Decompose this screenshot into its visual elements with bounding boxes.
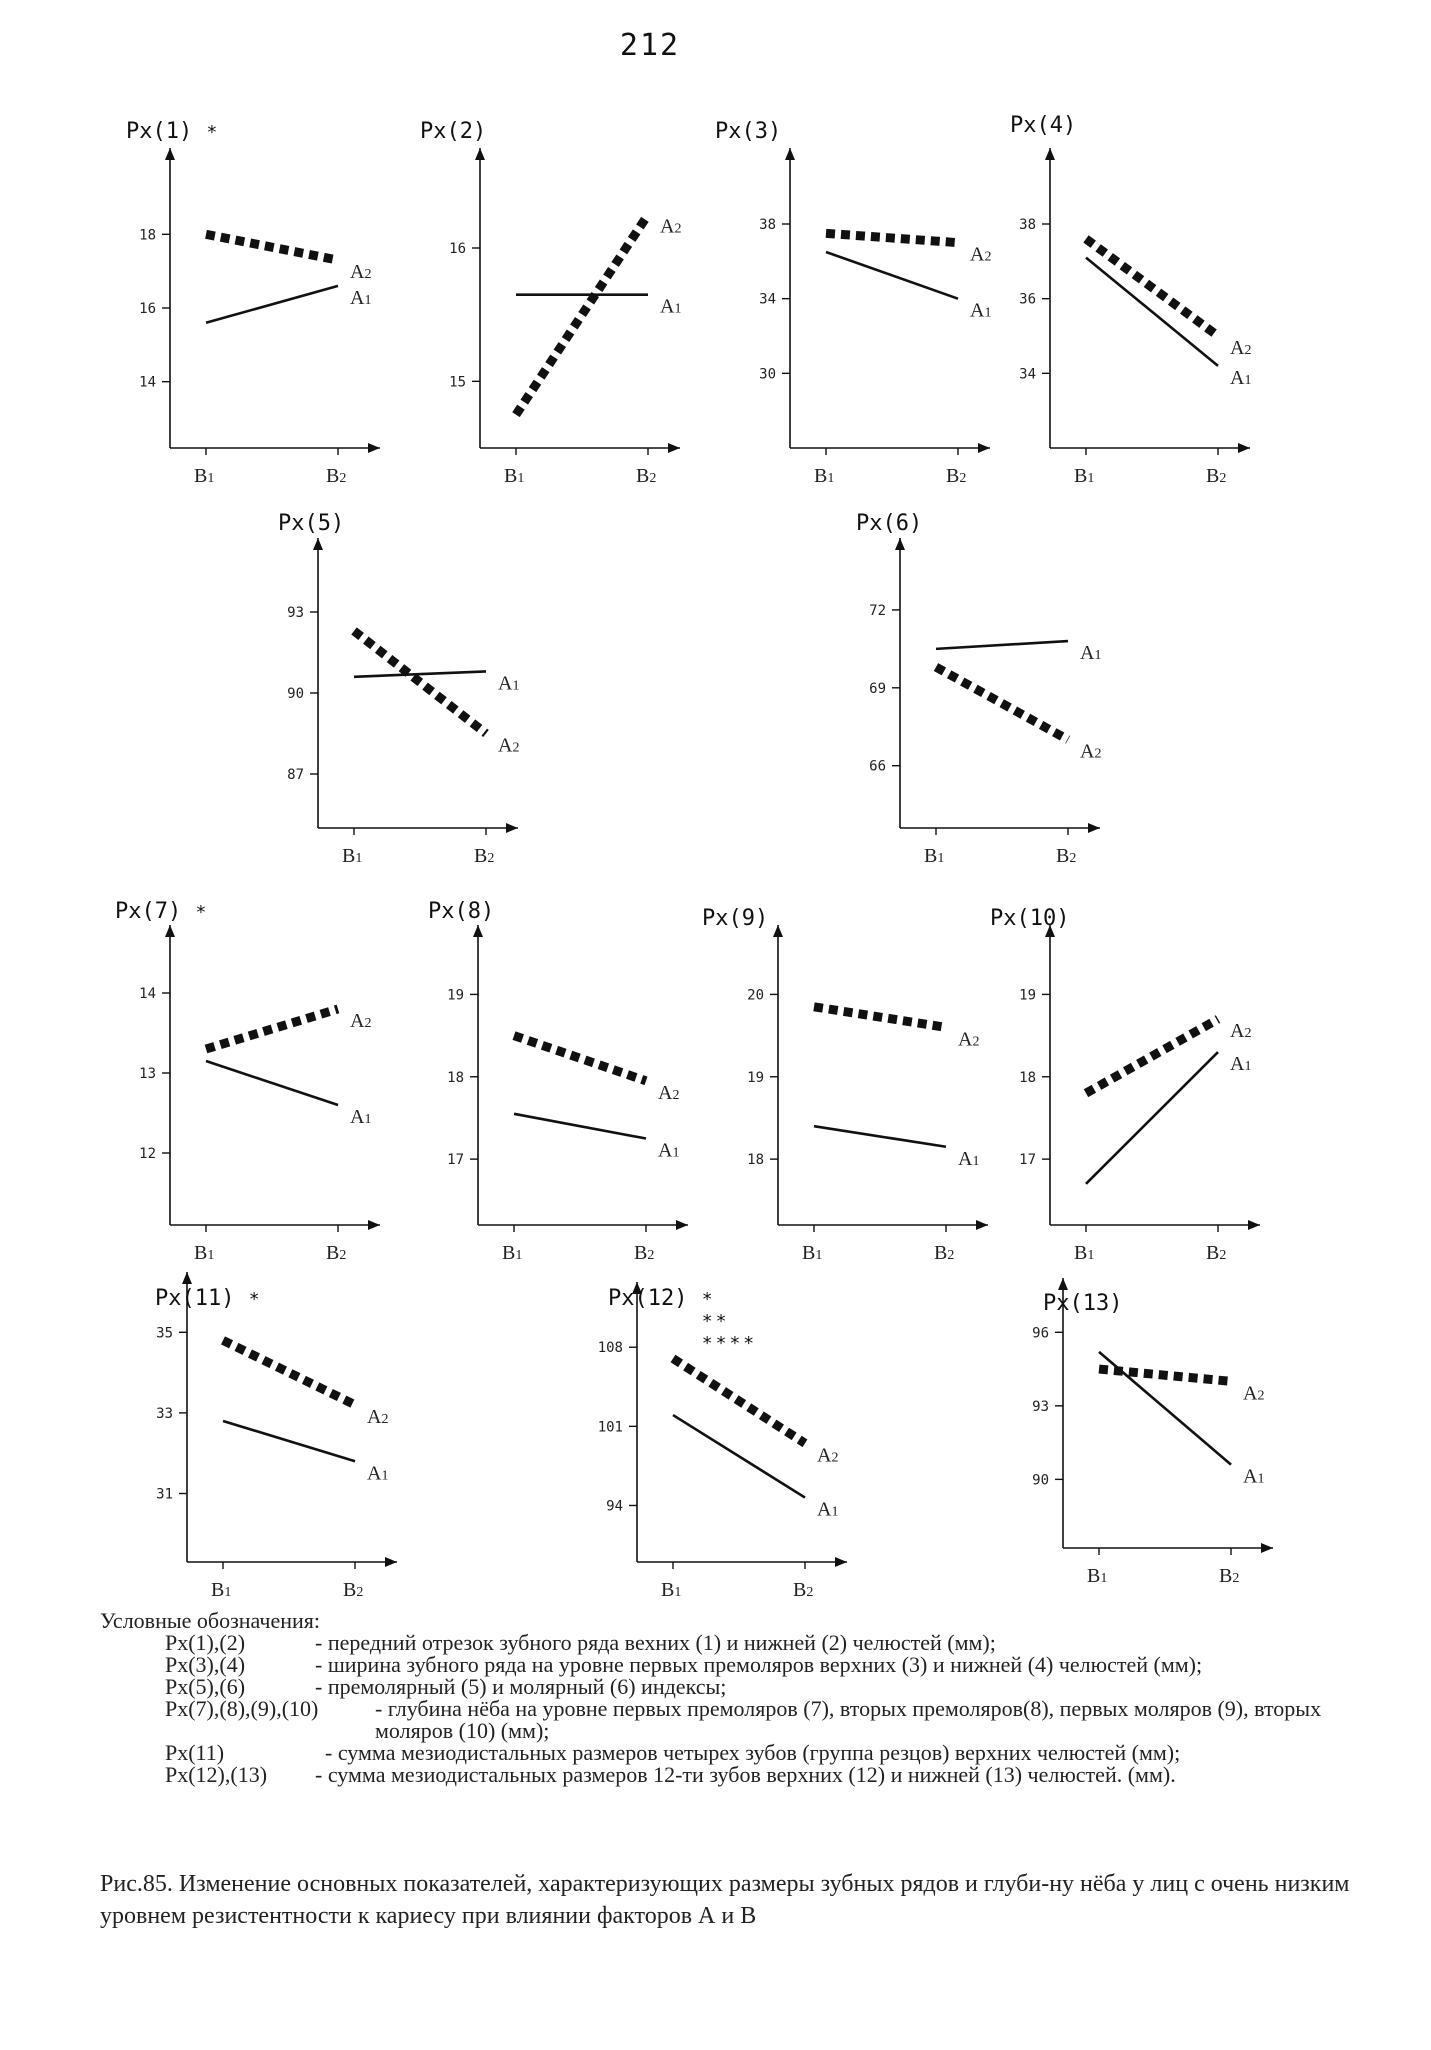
significance-mark: * xyxy=(248,1289,263,1310)
chart-panel xyxy=(115,899,380,1264)
page-number: 212 xyxy=(619,28,681,63)
series-label: A1 xyxy=(970,299,992,322)
significance-mark: **** xyxy=(701,1333,758,1354)
y-axis-arrow xyxy=(773,925,783,937)
y-tick-label: 18 xyxy=(1019,1069,1036,1086)
chart-panel xyxy=(856,511,1101,867)
x-axis-arrow xyxy=(368,1220,380,1230)
y-tick-label: 14 xyxy=(139,986,156,1002)
y-tick-label: 17 xyxy=(1019,1152,1036,1169)
x-tick-label: B1 xyxy=(342,845,363,867)
y-tick-label: 34 xyxy=(759,291,776,308)
x-tick-label: B1 xyxy=(504,465,525,487)
chart-title: Px(11) xyxy=(155,1286,235,1311)
series-label: A2 xyxy=(350,261,372,284)
y-tick-label: 18 xyxy=(139,227,156,244)
y-tick-label: 19 xyxy=(747,1069,764,1086)
chart-title: Px(8) xyxy=(428,899,495,924)
y-tick-label: 19 xyxy=(1019,987,1036,1004)
x-axis-arrow xyxy=(835,1557,847,1567)
y-axis-arrow xyxy=(165,925,175,937)
series-line-a2-dashed xyxy=(516,215,648,415)
x-axis-arrow xyxy=(1248,1220,1260,1230)
y-tick-label: 16 xyxy=(449,241,466,257)
y-axis-arrow xyxy=(165,148,175,160)
y-tick-label: 19 xyxy=(447,987,464,1004)
chart-title: Px(4) xyxy=(1010,113,1077,138)
chart-panel xyxy=(715,119,991,487)
y-tick-label: 38 xyxy=(1019,217,1036,233)
x-tick-label: B2 xyxy=(1206,1242,1227,1264)
x-axis-arrow xyxy=(1088,823,1100,833)
y-axis-arrow xyxy=(1045,148,1055,160)
y-tick-label: 38 xyxy=(759,217,776,233)
series-line-a2-dashed xyxy=(1086,1019,1218,1093)
series-line-a2-dashed xyxy=(826,233,958,242)
series-label: A1 xyxy=(367,1462,389,1485)
x-tick-label: B2 xyxy=(1219,1565,1240,1587)
x-tick-label: B2 xyxy=(1206,465,1227,487)
series-line-a2-dashed xyxy=(1099,1369,1231,1381)
series-line-a1 xyxy=(354,671,486,676)
series-label: A1 xyxy=(498,672,520,695)
series-label: A2 xyxy=(1230,337,1252,359)
series-label: A1 xyxy=(817,1498,839,1521)
series-line-a2-dashed xyxy=(936,667,1068,740)
chart-panel xyxy=(598,1282,847,1600)
series-label: A2 xyxy=(1080,740,1102,763)
series-line-a2-dashed xyxy=(814,1007,946,1028)
legend-key: Px(12),(13) xyxy=(165,1762,268,1787)
y-tick-label: 108 xyxy=(597,1340,623,1357)
series-line-a2-dashed xyxy=(206,234,338,260)
legend-text: - премолярный (5) и молярный (6) индексы; xyxy=(315,1674,727,1699)
x-tick-label: B2 xyxy=(793,1579,814,1600)
chart-panel xyxy=(155,1272,397,1600)
series-line-a2-dashed xyxy=(223,1340,355,1404)
y-tick-label: 18 xyxy=(447,1069,464,1086)
series-line-a1 xyxy=(1099,1352,1231,1465)
legend-text: - передний отрезок зубного ряда вехних (1) и нижней (2) челюстей (мм); xyxy=(315,1630,996,1655)
y-tick-label: 36 xyxy=(1019,291,1036,308)
legend-item xyxy=(100,1698,1340,1742)
y-axis-arrow xyxy=(182,1272,192,1284)
series-label: A2 xyxy=(1243,1382,1265,1405)
x-tick-label: B1 xyxy=(661,1579,682,1600)
chart-panel xyxy=(428,899,688,1264)
x-axis-arrow xyxy=(506,823,518,833)
y-axis-arrow xyxy=(785,148,795,160)
series-label: A2 xyxy=(367,1405,389,1428)
legend-item xyxy=(100,1632,1340,1654)
legend-block xyxy=(100,1610,1340,1786)
series-label: A1 xyxy=(1230,1053,1252,1076)
series-label: A2 xyxy=(970,243,992,266)
series-label: A2 xyxy=(1230,1020,1252,1043)
legend-text: - ширина зубного ряда на уровне первых премоляров верхних (3) и нижней (4) челюстей (мм); xyxy=(315,1652,1203,1677)
x-axis-arrow xyxy=(978,443,990,453)
x-axis-arrow xyxy=(1238,443,1250,453)
chart-panel xyxy=(1010,113,1251,487)
y-axis-arrow xyxy=(475,148,485,160)
x-tick-label: B1 xyxy=(1074,465,1095,487)
legend-text: - глубина нёба на уровне первых премоляров (7), вторых премоляров(8), первых моляров (9), вторых моляров (10) (мм); xyxy=(375,1696,1322,1743)
y-tick-label: 16 xyxy=(139,301,156,317)
x-axis-arrow xyxy=(368,443,380,453)
x-tick-label: B1 xyxy=(924,845,945,867)
figure-caption: Рис.85. Изменение основных показателей, характеризующих размеры зубных рядов и глуби-ну нёба у лиц с очень низким уровнем резистентности к кариесу при влиянии факторов А и В xyxy=(100,1871,1350,1929)
y-axis-arrow xyxy=(313,538,323,550)
x-tick-label: B2 xyxy=(634,1242,655,1264)
series-line-a2-dashed xyxy=(514,1036,646,1081)
series-line-a2-dashed xyxy=(1086,239,1218,336)
x-tick-label: B2 xyxy=(326,1242,347,1264)
x-tick-label: B2 xyxy=(1056,845,1077,867)
x-tick-label: B1 xyxy=(814,465,835,487)
x-axis-arrow xyxy=(976,1220,988,1230)
chart-panel xyxy=(990,906,1260,1264)
legend-title: Условные обозначения: xyxy=(100,1608,321,1633)
chart-title: Px(13) xyxy=(1043,1291,1123,1316)
y-tick-label: 66 xyxy=(869,758,886,775)
series-line-a2-dashed xyxy=(206,1009,338,1049)
y-tick-label: 35 xyxy=(156,1325,173,1342)
y-tick-label: 96 xyxy=(1032,1325,1049,1342)
legend-item xyxy=(100,1764,1340,1786)
legend-text: - сумма мезиодистальных размеров 12-ти зубов верхних (12) и нижней (13) челюстей. (мм). xyxy=(315,1762,1176,1787)
legend-key: Px(11) xyxy=(165,1740,225,1765)
series-label: A1 xyxy=(1080,642,1102,665)
series-label: A1 xyxy=(1243,1465,1265,1488)
chart-title: Px(6) xyxy=(856,511,923,536)
series-label: A1 xyxy=(350,286,372,309)
y-tick-label: 20 xyxy=(747,987,764,1004)
legend-key: Px(5),(6) xyxy=(165,1674,246,1699)
series-label: A1 xyxy=(1230,366,1252,389)
legend-key: Px(1),(2) xyxy=(165,1630,246,1655)
series-line-a1 xyxy=(673,1415,805,1498)
y-tick-label: 93 xyxy=(1032,1398,1049,1415)
legend-key: Px(7),(8),(9),(10) xyxy=(165,1696,319,1721)
y-tick-label: 93 xyxy=(287,605,304,621)
chart-title: Px(2) xyxy=(420,119,487,144)
x-tick-label: B1 xyxy=(194,465,215,487)
x-tick-label: B2 xyxy=(636,465,657,487)
series-label: A2 xyxy=(817,1444,839,1467)
x-tick-label: B2 xyxy=(474,845,495,867)
series-line-a1 xyxy=(1086,258,1218,366)
series-line-a1 xyxy=(1086,1052,1218,1184)
legend-key: Px(3),(4) xyxy=(165,1652,246,1677)
legend-item xyxy=(100,1654,1340,1676)
y-tick-label: 12 xyxy=(139,1146,156,1162)
series-line-a1 xyxy=(936,641,1068,649)
legend-text: - сумма мезиодистальных размеров четырех зубов (группа резцов) верхних челюстей (мм); xyxy=(325,1740,1181,1765)
chart-title: Px(9) xyxy=(702,906,769,931)
y-tick-label: 94 xyxy=(606,1498,623,1515)
significance-mark: * xyxy=(701,1289,716,1310)
series-line-a1 xyxy=(206,1061,338,1105)
significance-mark: ** xyxy=(701,1311,730,1332)
y-tick-label: 90 xyxy=(287,686,304,702)
series-label: A1 xyxy=(350,1106,372,1128)
y-tick-label: 69 xyxy=(869,680,886,697)
chart-title: Px(1) xyxy=(126,119,193,144)
x-tick-label: B1 xyxy=(1074,1242,1095,1264)
series-line-a1 xyxy=(514,1114,646,1139)
x-tick-label: B2 xyxy=(343,1579,364,1600)
chart-panel xyxy=(420,119,681,487)
chart-title: Px(12) xyxy=(608,1286,688,1311)
series-label: A1 xyxy=(658,1139,680,1162)
chart-title: Px(7) xyxy=(115,899,182,924)
series-label: A2 xyxy=(498,734,520,757)
chart-panel xyxy=(1032,1278,1273,1587)
chart-panel xyxy=(126,119,380,487)
x-axis-arrow xyxy=(676,1220,688,1230)
series-label: A2 xyxy=(350,1010,372,1032)
series-line-a1 xyxy=(826,252,958,299)
y-tick-label: 87 xyxy=(287,767,304,783)
series-line-a1 xyxy=(206,286,338,323)
x-tick-label: B2 xyxy=(326,465,347,487)
x-tick-label: B1 xyxy=(194,1242,215,1264)
series-line-a1 xyxy=(223,1421,355,1461)
x-tick-label: B1 xyxy=(802,1242,823,1264)
x-tick-label: B2 xyxy=(946,465,967,487)
x-tick-label: B1 xyxy=(502,1242,523,1264)
chart-panel xyxy=(702,906,988,1264)
x-axis-arrow xyxy=(668,443,680,453)
x-tick-label: B1 xyxy=(1087,1565,1108,1587)
y-tick-label: 34 xyxy=(1019,366,1036,383)
series-label: A2 xyxy=(660,215,682,238)
y-axis-arrow xyxy=(895,538,905,550)
series-label: A1 xyxy=(660,295,682,318)
y-tick-label: 33 xyxy=(156,1405,173,1422)
series-line-a1 xyxy=(814,1126,946,1147)
series-label: A1 xyxy=(958,1147,980,1170)
x-tick-label: B1 xyxy=(211,1579,232,1600)
y-axis-arrow xyxy=(1058,1278,1068,1290)
legend-item xyxy=(100,1742,1340,1764)
y-tick-label: 15 xyxy=(449,374,466,391)
x-axis-arrow xyxy=(385,1557,397,1567)
series-label: A2 xyxy=(658,1081,680,1104)
y-tick-label: 18 xyxy=(747,1152,764,1169)
chart-title: Px(3) xyxy=(715,119,782,144)
series-line-a2-dashed xyxy=(354,631,486,734)
series-label: A2 xyxy=(958,1028,980,1051)
y-tick-label: 13 xyxy=(139,1066,156,1082)
significance-mark: * xyxy=(206,122,221,143)
chart-panel xyxy=(278,511,519,867)
chart-title: Px(10) xyxy=(990,906,1070,931)
series-line-a2-dashed xyxy=(673,1359,805,1444)
y-tick-label: 30 xyxy=(759,366,776,383)
x-tick-label: B2 xyxy=(934,1242,955,1264)
y-tick-label: 14 xyxy=(139,374,156,391)
y-tick-label: 17 xyxy=(447,1152,464,1169)
y-axis-arrow xyxy=(473,925,483,937)
y-tick-label: 72 xyxy=(869,602,886,619)
y-tick-label: 101 xyxy=(597,1419,623,1436)
chart-title: Px(5) xyxy=(278,511,345,536)
y-tick-label: 31 xyxy=(156,1486,173,1503)
y-tick-label: 90 xyxy=(1032,1472,1049,1489)
x-axis-arrow xyxy=(1261,1543,1273,1553)
legend-item xyxy=(100,1676,1340,1698)
significance-mark: * xyxy=(195,902,210,923)
